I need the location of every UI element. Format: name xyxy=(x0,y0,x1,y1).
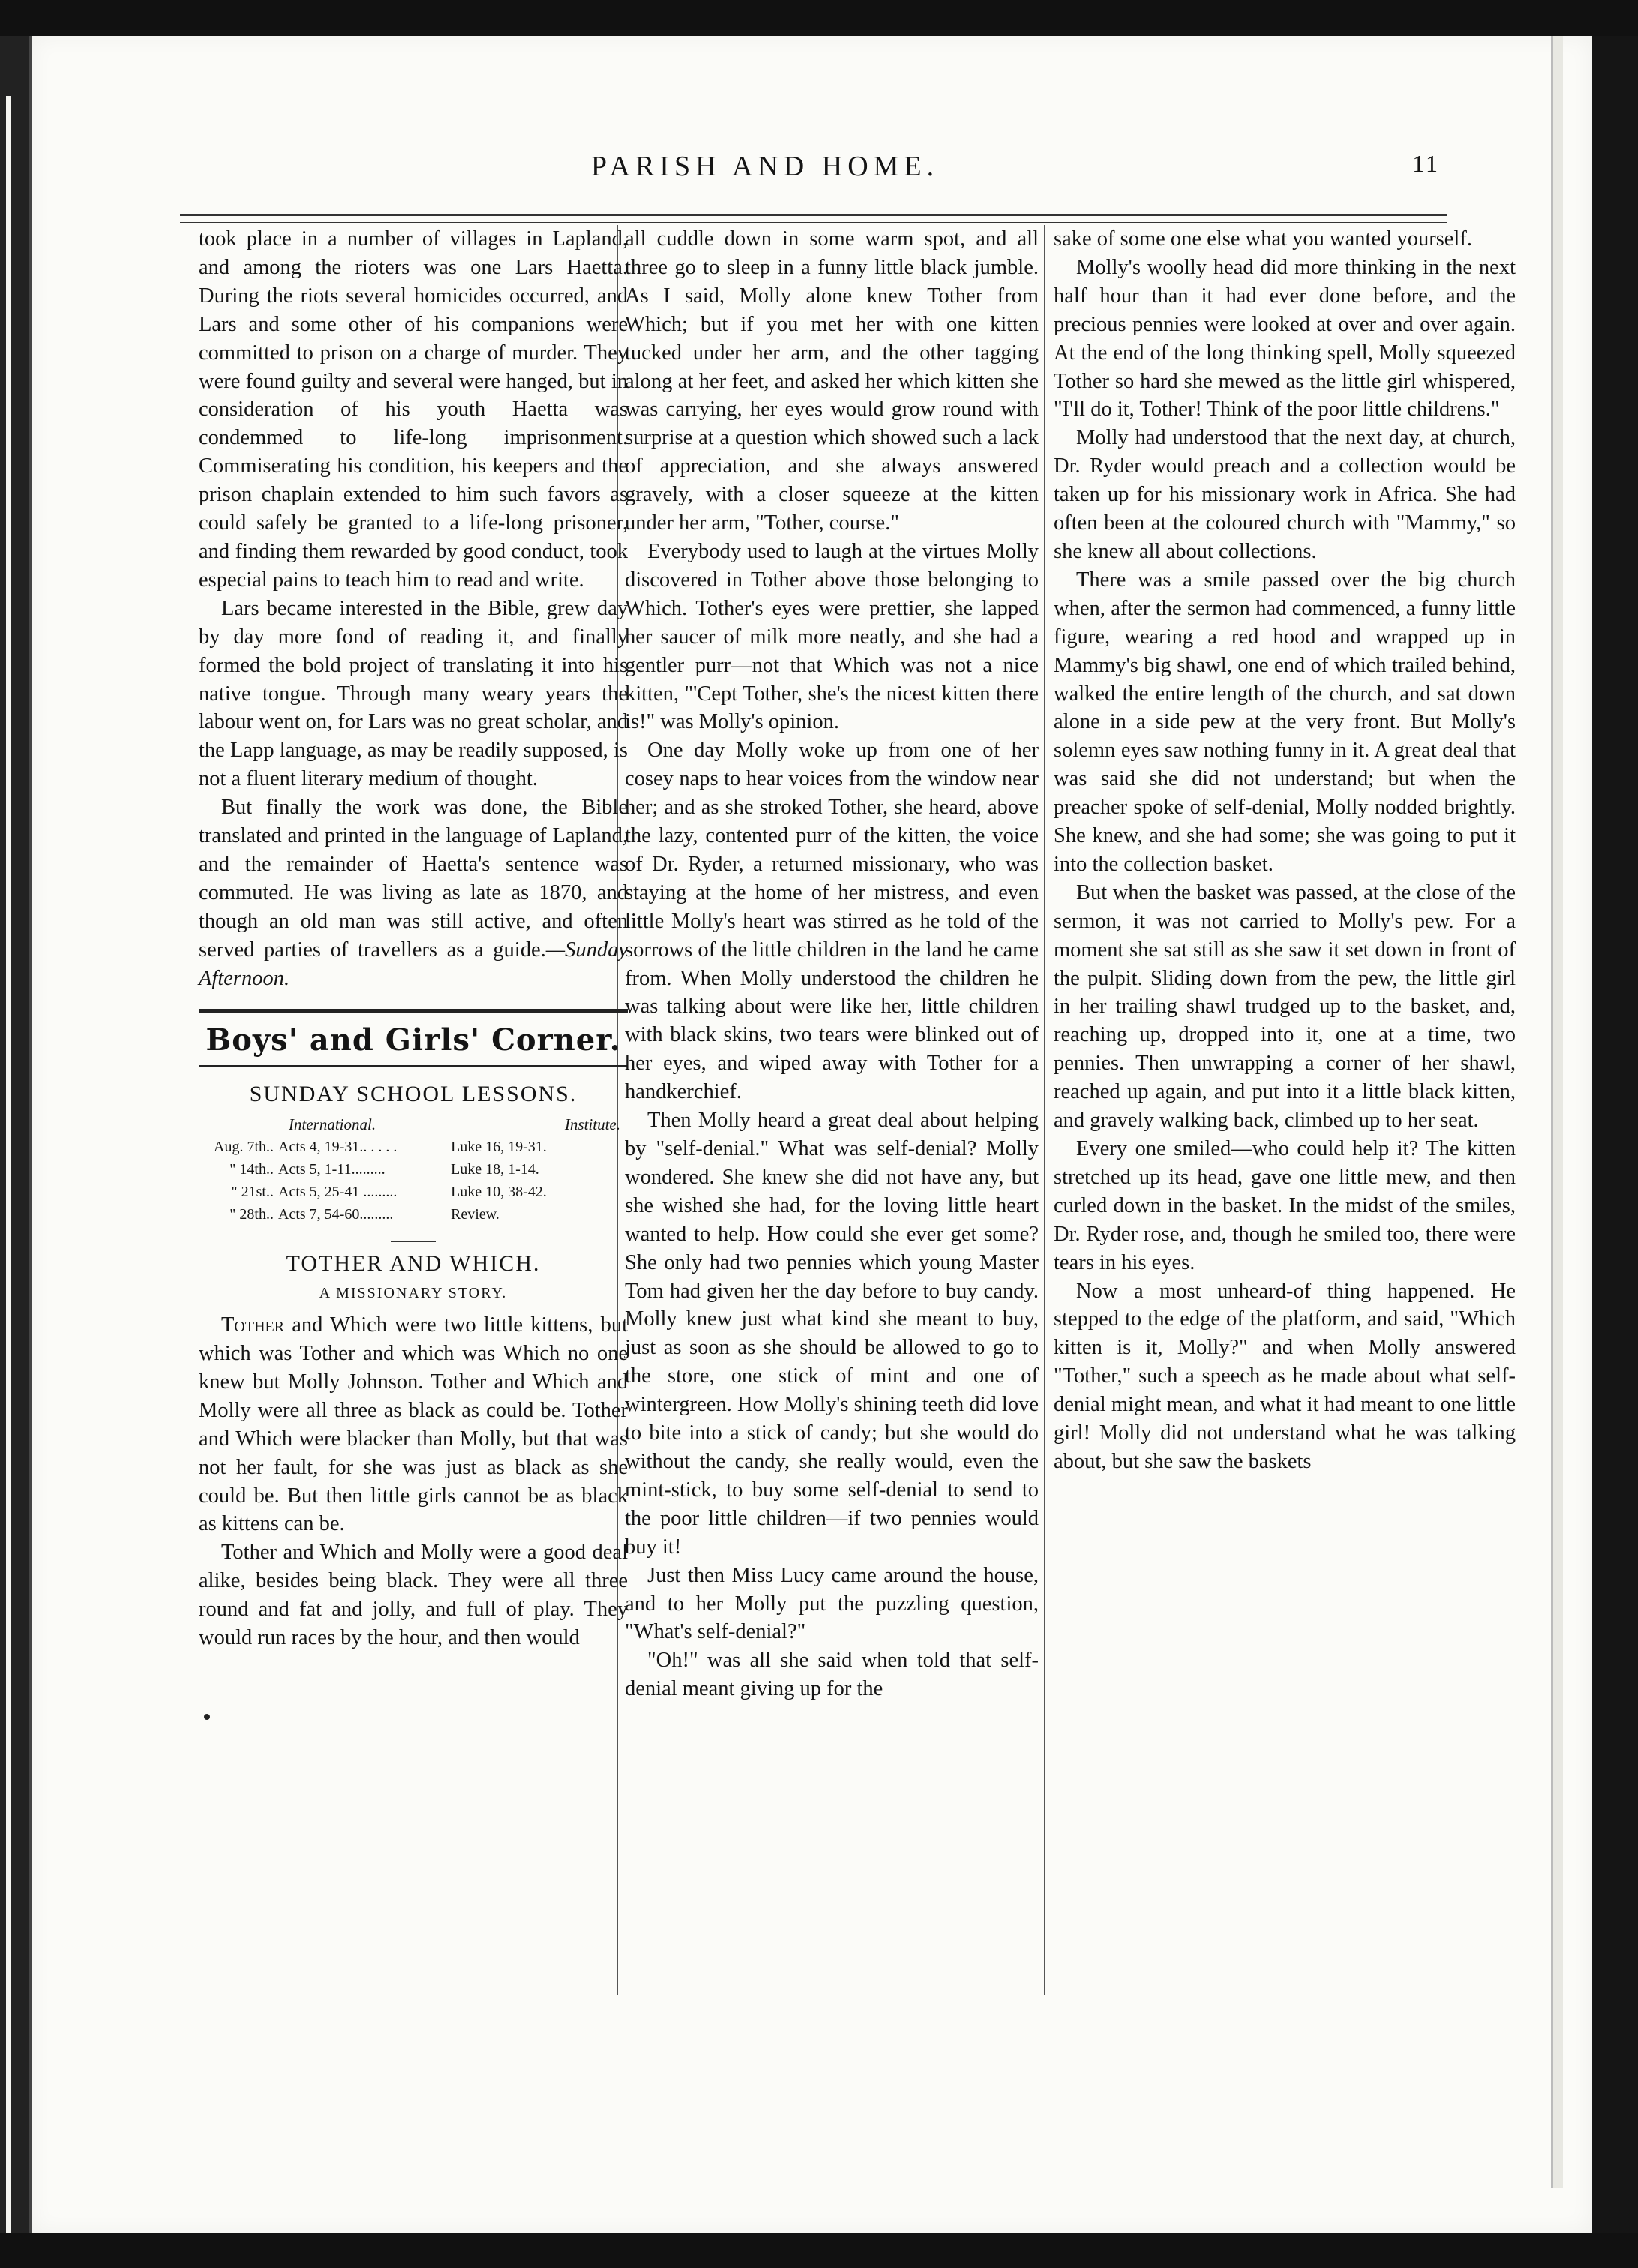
lessons-head xyxy=(199,1113,628,1136)
scan-border-right xyxy=(1588,36,1638,2234)
lesson-row xyxy=(199,1203,628,1226)
running-title: PARISH AND HOME. xyxy=(590,151,940,182)
lesson-date: " 14th.. xyxy=(230,1161,274,1178)
lesson-institute: Luke 10, 38-42. xyxy=(451,1184,547,1201)
section-rule-top xyxy=(199,1009,628,1012)
col2-paragraph-1: all cuddle down in some warm spot, and all three go to sleep in a funny little black jumble. As I said, Molly alone knew Tother from Which; but if you met her with one kitten tucked under her arm, and the other tagging along at her feet, and asked her which kitten she was carrying, her eyes would grow round with surprise at a question which showed such a lack of appreciation, and she always answered gravely, with a closer squeeze at the kitten under her arm, "Tother, course." xyxy=(625,227,1039,536)
lesson-institute: Review. xyxy=(451,1206,500,1223)
lessons-head-institute: Institute. xyxy=(564,1115,620,1134)
lesson-international: Acts 7, 54-60......... xyxy=(278,1206,394,1223)
binding-gutter xyxy=(0,36,28,2234)
story-paragraph-1-text: and Which were two little kittens, but which was Tother and which was Which no one knew but Molly Johnson. Tother and Which and Molly were all three as black as could be. Tother and Which were blacker than Molly, but that was not her fault, for she was just as black as she could be. But then little girls cannot be as black as kittens can be. xyxy=(199,1313,628,1536)
story-subtitle: A MISSIONARY STORY. xyxy=(319,1285,508,1302)
col3-paragraph-5: But when the basket was passed, at the close of the sermon, it was not carried to Molly's pew. For a moment she sat still as she saw it set down in front of the pulpit. Sliding down from the pew, the little girl in her trailing shawl trudged up to the basket, and, reaching up, dropped into it, one at a time, two pennies. Then unwrapping a corner of her shawl, reached up again, and put into it a little black kitten, and gravely walking back, climbed up to her seat. xyxy=(1054,880,1516,1132)
lesson-institute: Luke 18, 1-14. xyxy=(451,1161,539,1178)
column-rule-2 xyxy=(1044,225,1046,1995)
story-title: TOTHER AND WHICH. xyxy=(286,1251,541,1276)
section-rule-bottom xyxy=(199,1065,628,1066)
running-header xyxy=(90,150,1440,195)
lesson-international: Acts 5, 1-11......... xyxy=(278,1161,386,1178)
col3-paragraph-2: Molly's woolly head did more thinking in the next half hour than it had ever done before, and the precious pennies were looked at over and over again. At the end of the long thinking spell, Molly squeezed Tother so hard she mewed as the little girl whispered, "I'll do it, Tother! Think of the poor little childrens." xyxy=(1054,255,1516,422)
col1-paragraph-2: Lars became interested in the Bible, grew day by day more fond of reading it, and finally formed the bold project of translating it into his native tongue. Through many weary years the labour went on, for Lars was no great scholar, and the Lapp language, as may be readily supposed, is not a fluent literary medium of thought. xyxy=(199,596,628,791)
lesson-international: Acts 4, 19-31.. . . . . xyxy=(278,1138,398,1156)
story-lead-word: Tother xyxy=(221,1313,285,1337)
col2-paragraph-4: Then Molly heard a great deal about helping by "self-denial." What was self-denial? Molly wondered. She knew she did not have any, but she wished she had, for the loving little heart wanted to help. How could she ever get some? She only had two pennies which young Master Tom had given her the day before to buy candy. Molly knew just what kind she meant to buy, just as soon as she should be allowed to go to the store, one stick of mint and one of wintergreen. How Molly's shining teeth did love to bite into a stick of candy; but she would do without the candy, she really would, even the mint-stick, to buy some self-denial to send to the poor little children—if two pennies would buy it! xyxy=(625,1108,1039,1558)
column-2 xyxy=(625,225,1039,1703)
lessons-title: SUNDAY SCHOOL LESSONS. xyxy=(249,1082,578,1107)
col3-paragraph-6: Every one smiled—who could help it? The kitten stretched up its head, gave one little mew, and then curled down in the basket. In the midst of the smiles, Dr. Ryder rose, and, though he smiled too, there were tears in his eyes. xyxy=(1054,1137,1516,1274)
col2-paragraph-3: One day Molly woke up from one of her cosey naps to hear voices from the window near her; and as she stroked Tother, she heard, above the lazy, contented purr of the kitten, the voice of Dr. Ryder, a returned missionary, who was staying at the home of her mistress, and even little Molly's heart was stirred as he told of the sorrows of the little children in the land he came from. When Molly understood the children he was talking about were like her, little children with black skins, two tears were blinked out of her eyes, and wiped away with Tother for a handkerchief. xyxy=(625,739,1039,1104)
lesson-institute: Luke 16, 19-31. xyxy=(451,1138,547,1156)
col2-paragraph-2: Everybody used to laugh at the virtues Molly discovered in Tother above those belonging to Which. Tother's eyes were prettier, she lapped her saucer of milk more neatly, and she had a gentler purr—not that Which was not a nice kitten, "'Cept Tother, she's the nicest kitten there is!" was Molly's opinion. xyxy=(625,539,1039,734)
story-paragraph-1 xyxy=(199,1311,628,1538)
col2-paragraph-5: Just then Miss Lucy came around the house, and to her Molly put the puzzling question, "What's self-denial?" xyxy=(625,1563,1039,1644)
ink-speck xyxy=(204,1714,210,1720)
col3-paragraph-4: There was a smile passed over the big church when, after the sermon had commenced, a funny little figure, wearing a red hood and wrapped up in Mammy's big shawl, one end of which trailed behind, walked the entire length of the church, and sat down alone in a side pew at the very front. But Molly's solemn eyes saw nothing funny in it. A great deal that was said she did not understand; but when the preacher spoke of self-denial, Molly nodded brightly. She knew, and she had some; she was going to put it into the collection basket. xyxy=(1054,568,1516,876)
lesson-date: " 21st.. xyxy=(231,1184,274,1201)
col3-paragraph-7: Now a most unheard-of thing happened. He stepped to the edge of the platform, and said, "Which kitten is it, Molly?" and when Molly answered "Tother," such a speech as he made about what self-denial might mean, and what it had meant to one little girl! Molly did not understand what he was talking about, but she saw the baskets xyxy=(1054,1279,1516,1473)
lesson-international: Acts 5, 25-41 ......... xyxy=(278,1184,398,1201)
story-paragraph-2: Tother and Which and Molly were a good deal alike, besides being black. They were all three round and fat and jolly, and full of play. They would run races by the hour, and then would xyxy=(199,1540,628,1650)
col1-paragraph-3-text: But finally the work was done, the Bible translated and printed in the language of Lapland, and the remainder of Haetta's sentence was commuted. He was living as late as 1870, and though an old man was still active, and often served parties of travellers as a guide. xyxy=(199,796,628,962)
page-number: 11 xyxy=(1412,150,1440,177)
column-1 xyxy=(199,225,628,1652)
column-3 xyxy=(1054,225,1516,1476)
lesson-row xyxy=(199,1158,628,1180)
lessons-head-international: International. xyxy=(289,1115,376,1134)
corner-title: Boys' and Girls' Corner. xyxy=(206,1022,621,1058)
lesson-row xyxy=(199,1136,628,1158)
story-separator xyxy=(391,1240,436,1242)
facing-page-edge xyxy=(6,96,10,2234)
page-edge-strip xyxy=(1551,36,1563,2188)
col3-paragraph-1: sake of some one else what you wanted yourself. xyxy=(1054,227,1472,250)
col3-paragraph-3: Molly had understood that the next day, at church, Dr. Ryder would preach and a collection would be taken up for his missionary work in Africa. She had often been at the coloured church with "Mammy," so she knew all about collections. xyxy=(1054,426,1516,563)
col1-paragraph-1: took place in a number of villages in Lapland, and among the rioters was one Lars Haetta. During the riots several homicides occurred, and Lars and some other of his companions were committed to prison on a charge of murder. They were found guilty and several were hanged, but in consideration of his youth Haetta was condemmed to life-long imprisonment. Commiserating his condition, his keepers and the prison chaplain extended to him such favors as could safely be granted to a life-long prisoner, and finding them rewarded by good conduct, took especial pains to teach him to read and write. xyxy=(199,227,628,592)
lesson-row xyxy=(199,1180,628,1203)
header-double-rule xyxy=(180,214,1448,224)
source-credit: —Sunday Afternoon. xyxy=(199,938,628,990)
col1-paragraph-3 xyxy=(199,794,628,992)
lesson-date: " 28th.. xyxy=(230,1206,274,1223)
lesson-date: Aug. 7th.. xyxy=(214,1138,274,1156)
col2-paragraph-6: "Oh!" was all she said when told that self-denial meant giving up for the xyxy=(625,1648,1039,1701)
